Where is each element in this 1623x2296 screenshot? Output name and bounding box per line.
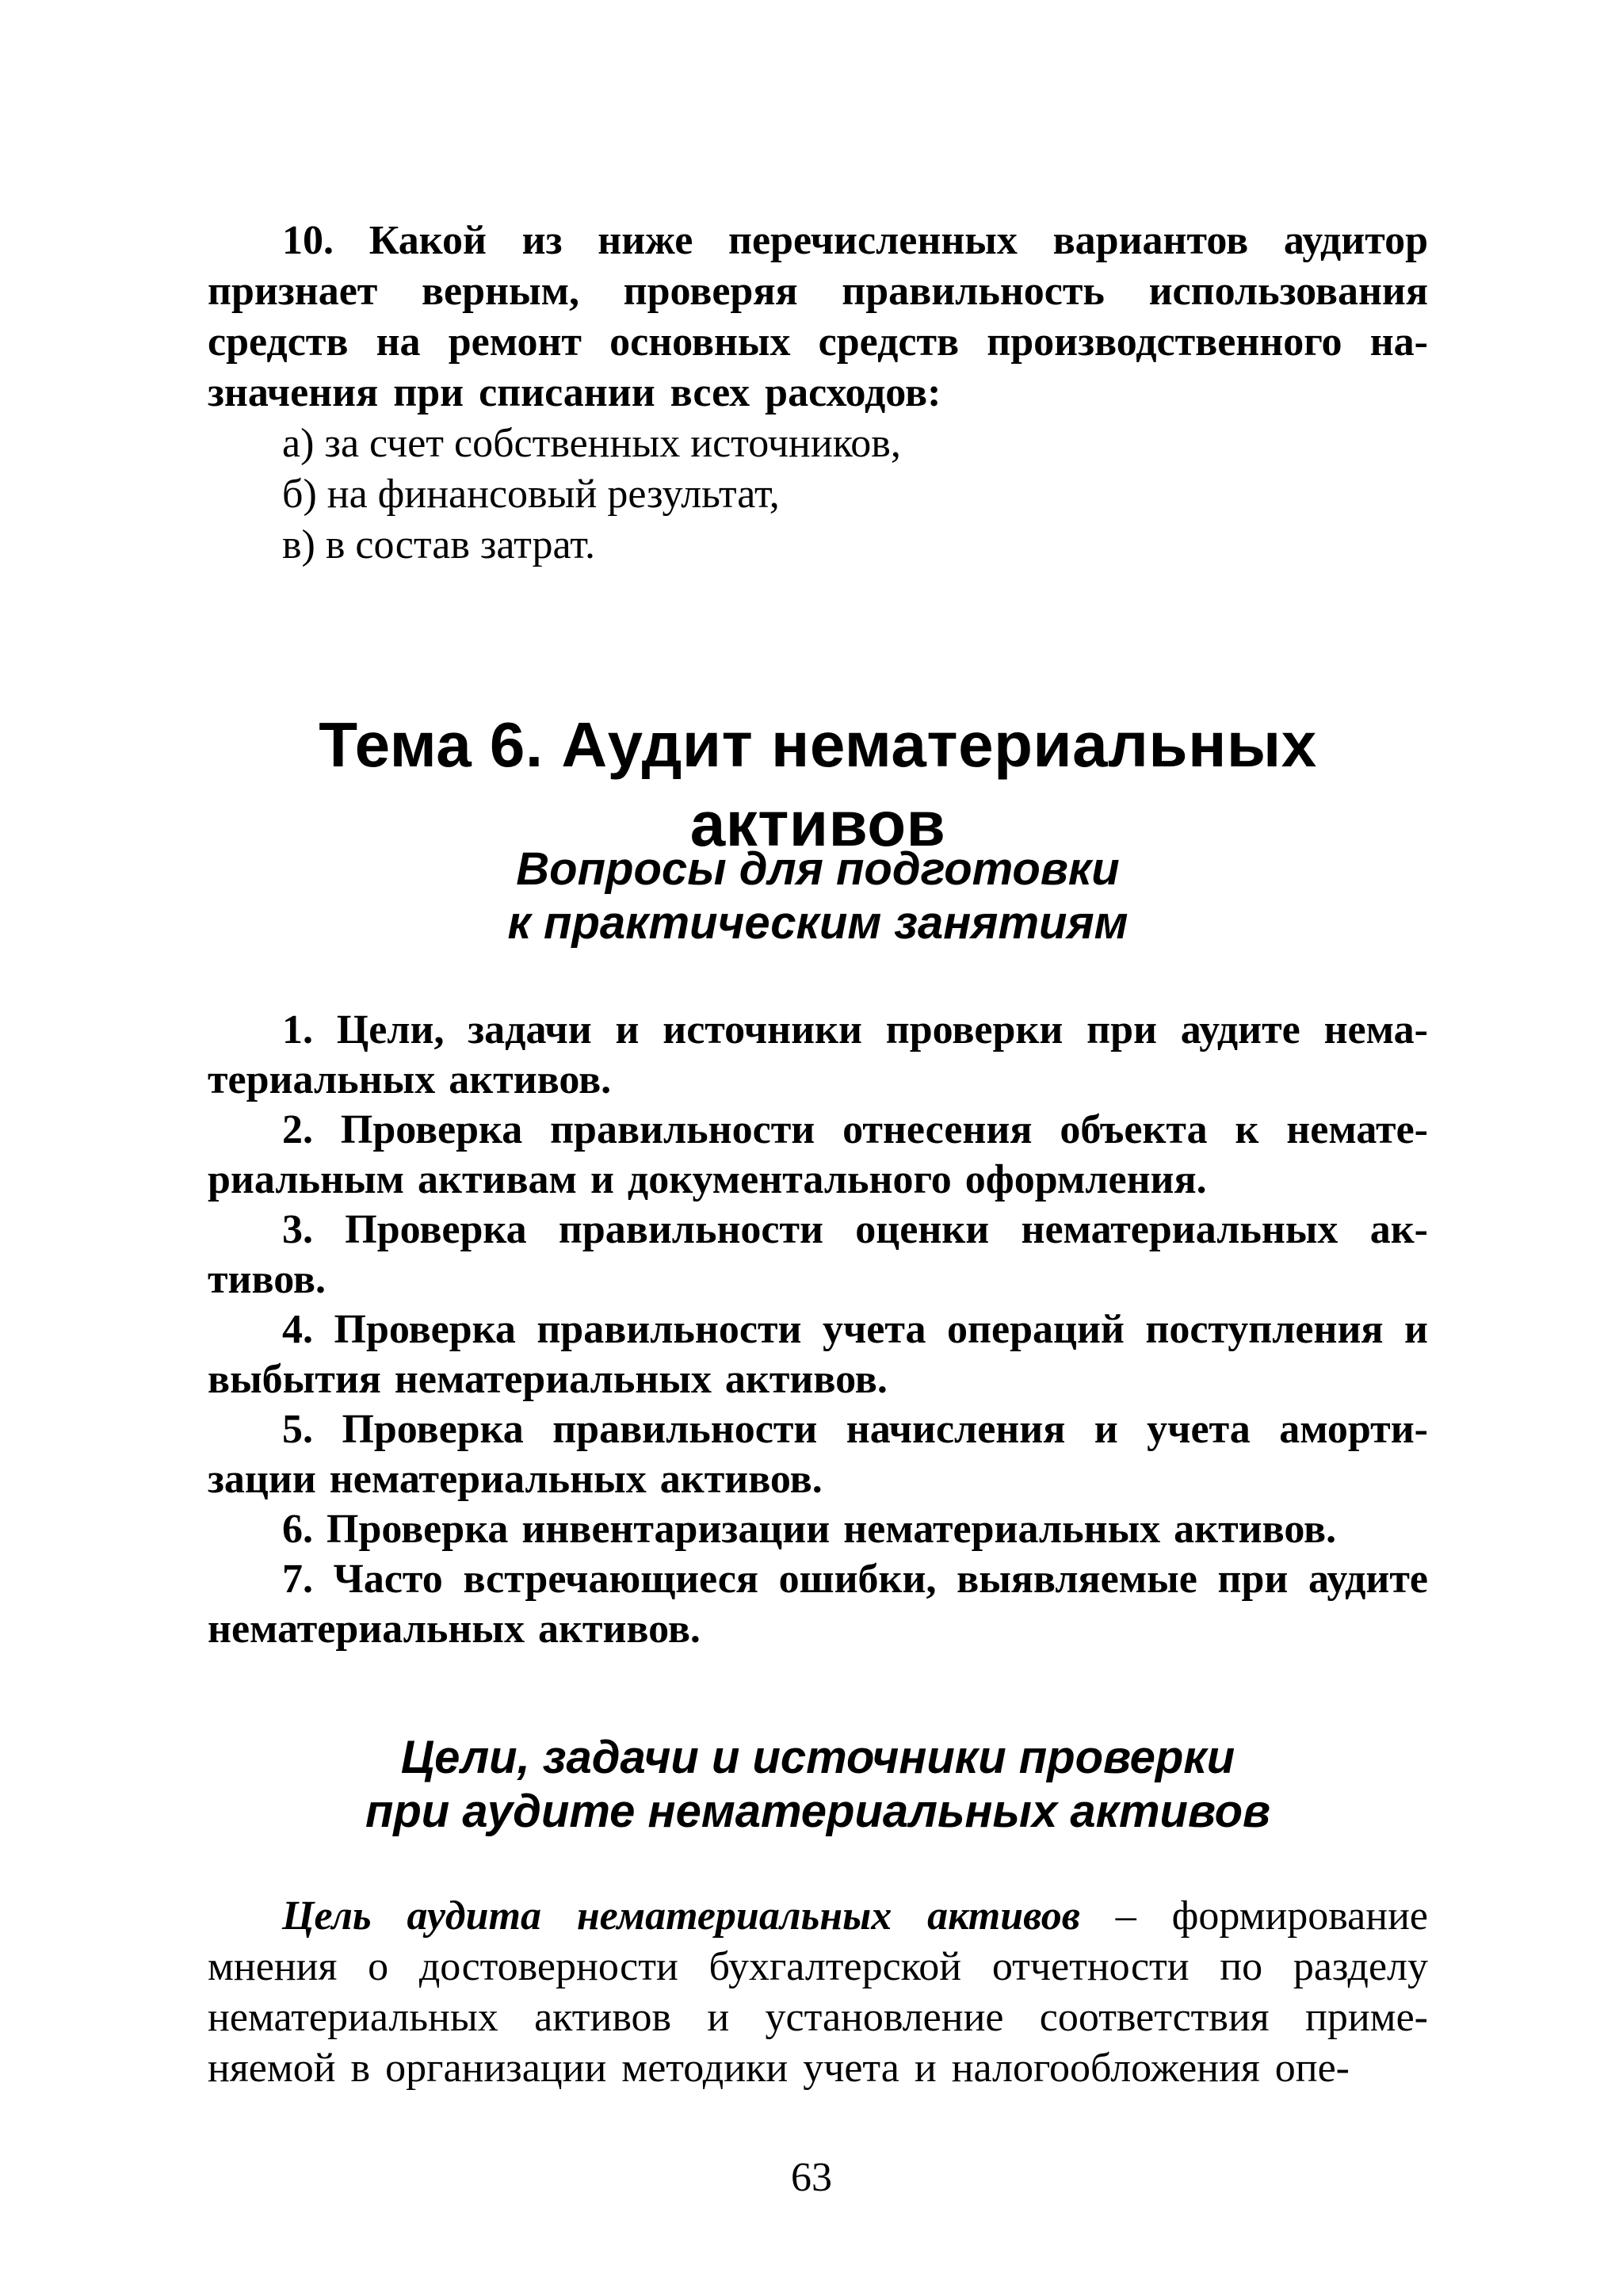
question-block [208,216,1428,571]
list-item: 4. Проверка правильности учета операций поступления и выбытия нематериальных активов. [208,1307,1428,1402]
practice-questions-list [208,1005,1428,1654]
defined-term: Цель аудита нематериальных активов [282,1893,1080,1939]
list-item: 6. Проверка инвентаризации нематериальных активов. [282,1507,1337,1552]
page-number: 63 [791,2155,832,2200]
section-heading-line1: Цели, задачи и источники проверки [400,1732,1235,1783]
list-item: 1. Цели, задачи и источники проверки при аудите нематериальных активов. [208,1007,1428,1102]
list-item: 5. Проверка правильности начисления и учета амортизации нематериальных активов. [208,1407,1428,1502]
list-item: 2. Проверка правильности отнесения объекта к нематериальным активам и документального оформления. [208,1107,1428,1202]
answer-option-a: а) за счет собственных источников, [282,421,901,466]
question-text: 10. Какой из ниже перечисленных вариантов аудитор признает верным, проверяя правильность использования средств на ремонт основных средств производственного назначения при списании всех расходов: [208,218,1428,415]
body-paragraph [208,1891,1428,2094]
section-heading [208,1731,1428,1839]
practice-questions-heading [208,842,1428,950]
topic-title: Тема 6. Аудит нематериальных активов [319,709,1317,859]
list-item: 3. Проверка правильности оценки нематериальных активов. [208,1207,1428,1302]
paragraph-text: – формирование мнения о достоверности бухгалтерской отчетности по разделу нематериальных активов и установление соответствия применяемой в организации методики учета и налогообложения опе- [208,1893,1428,2091]
list-item: 7. Часто встречающиеся ошибки, выявляемые при аудите нематериальных активов. [208,1557,1428,1652]
section-heading-line2: при аудите нематериальных активов [365,1786,1271,1837]
practice-questions-heading-line2: к практическим занятиям [507,897,1128,949]
answer-option-c: в) в состав затрат. [282,522,596,567]
answer-option-b: б) на финансовый результат, [282,472,780,517]
practice-questions-heading-line1: Вопросы для подготовки [516,843,1120,895]
